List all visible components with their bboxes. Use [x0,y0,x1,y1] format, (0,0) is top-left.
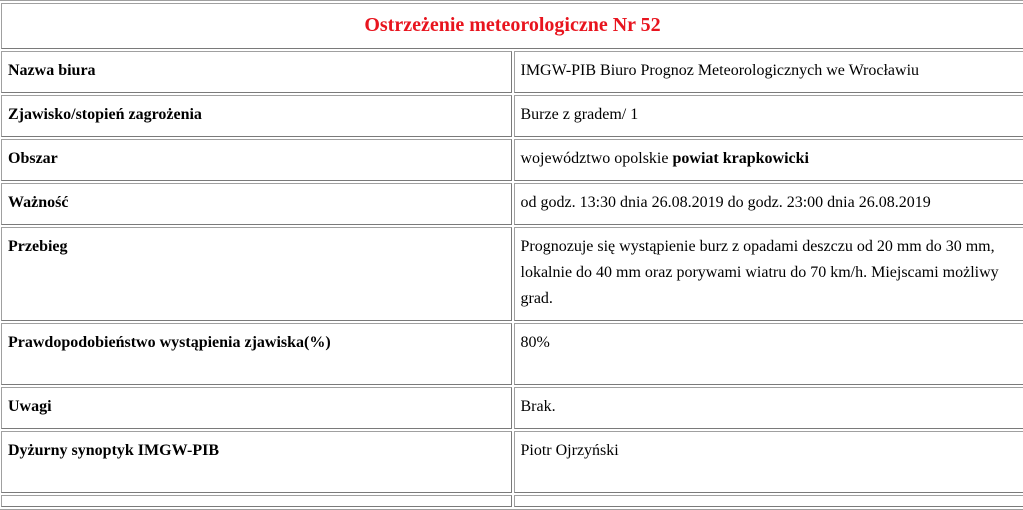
probability-label: Prawdopodobieństwo wystąpienia zjawiska(%) [1,323,512,385]
table-row [1,431,1023,493]
table-row [1,139,1023,181]
table-row [1,227,1023,321]
table-row [1,183,1023,225]
area-county: powiat krapkowicki [672,150,808,167]
validity-label: Ważność [1,183,512,225]
title-row [1,3,1023,49]
table-row [1,95,1023,137]
remarks-label: Uwagi [1,387,512,429]
empty-cell [1,495,512,507]
phenomenon-value: Burze z gradem/ 1 [514,95,1023,137]
empty-cell [514,495,1023,507]
phenomenon-label: Zjawisko/stopień zagrożenia [1,95,512,137]
table-row [1,387,1023,429]
warning-title: Ostrzeżenie meteorologiczne Nr 52 [1,3,1023,49]
probability-value: 80% [514,323,1023,385]
table-row [1,495,1023,507]
table-row [1,51,1023,93]
validity-value: od godz. 13:30 dnia 26.08.2019 do godz. 23:00 dnia 26.08.2019 [514,183,1023,225]
remarks-value: Brak. [514,387,1023,429]
forecaster-label: Dyżurny synoptyk IMGW-PIB [1,431,512,493]
area-voivodeship: województwo opolskie [521,150,673,167]
course-value: Prognozuje się wystąpienie burz z opadami deszczu od 20 mm do 30 mm, lokalnie do 40 mm oraz porywami wiatru do 70 km/h. Miejscami możliwy grad. [514,227,1023,321]
area-value [514,139,1023,181]
table-row [1,323,1023,385]
office-label: Nazwa biura [1,51,512,93]
forecaster-value: Piotr Ojrzyński [514,431,1023,493]
area-label: Obszar [1,139,512,181]
office-value: IMGW-PIB Biuro Prognoz Meteorologicznych we Wrocławiu [514,51,1023,93]
course-label: Przebieg [1,227,512,321]
